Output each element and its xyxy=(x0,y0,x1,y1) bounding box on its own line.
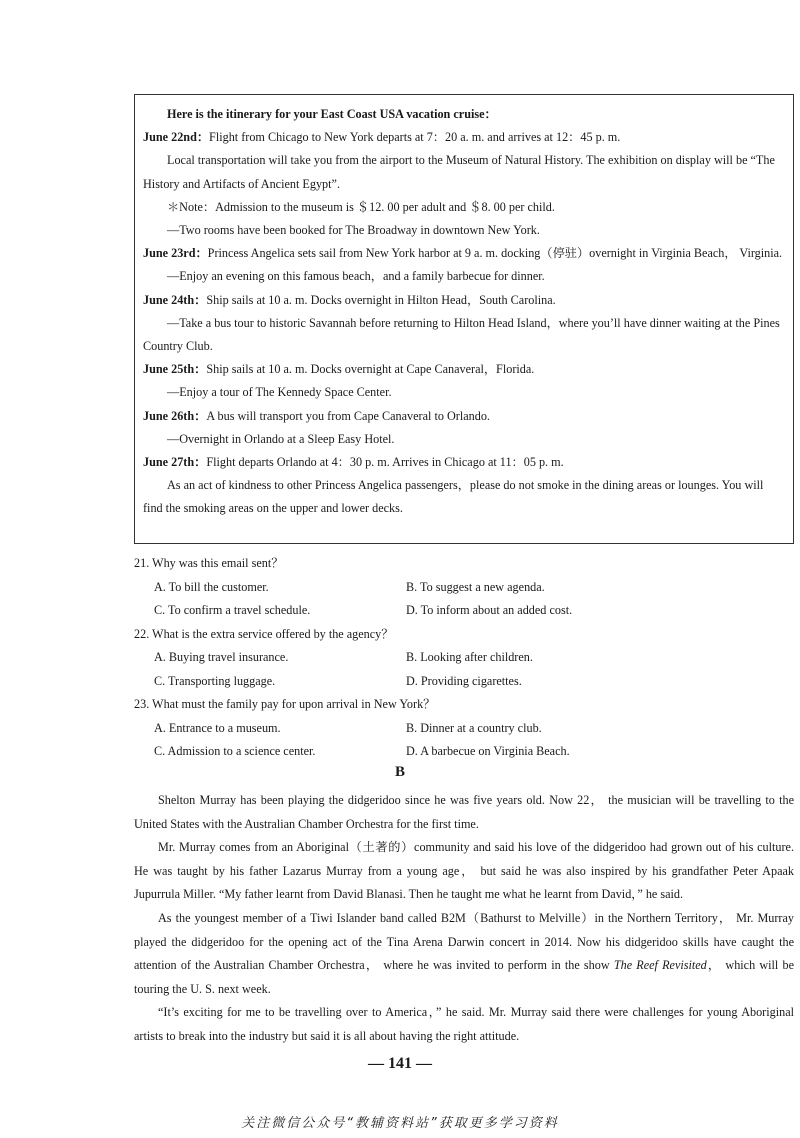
option-a: A. Entrance to a museum. xyxy=(154,720,281,735)
section-title: B xyxy=(394,764,405,780)
closing-note: As an act of kindness to other Princess Angelica passengers，please do not smoke in the dining areas or lounges. You will find the smoking areas on the upper and lower decks. xyxy=(143,478,764,516)
questions xyxy=(134,552,794,764)
day-text: Flight departs Orlando at 4：30 p. m. Arrives in Chicago at 11：05 p. m. xyxy=(206,455,564,470)
footer-watermark: 关注微信公众号“教辅资料站”获取更多学习资料 xyxy=(241,1116,559,1131)
option-c: C. Admission to a science center. xyxy=(154,744,316,758)
note-rooms: —Two rooms have been booked for The Broadway in downtown New York. xyxy=(167,223,540,238)
itinerary-day xyxy=(143,405,785,428)
itinerary-day xyxy=(143,242,785,265)
option-b: B. To suggest a new agenda. xyxy=(406,579,545,594)
question xyxy=(134,623,794,694)
itinerary-heading: Here is the itinerary for your East Coast USA vacation cruise： xyxy=(167,107,497,121)
day-date: June 24th： xyxy=(143,292,207,307)
paragraph xyxy=(134,907,794,1001)
show-title: The Reef Revisited xyxy=(613,958,707,973)
day-date: June 23rd： xyxy=(143,246,208,261)
day-date: June 25th： xyxy=(143,362,207,377)
option-d: D. A barbecue on Virginia Beach. xyxy=(406,744,570,758)
paragraph-text: ， which will be touring the U. S. next week. xyxy=(134,958,795,996)
itinerary-day xyxy=(143,451,785,474)
itinerary-day xyxy=(143,126,785,149)
day-text: Flight from Chicago to New York departs at 7：20 a. m. and arrives at 12：45 p. m. xyxy=(209,130,621,145)
day-date: June 27th： xyxy=(143,455,207,470)
note-admission: ＊Note：Admission to the museum is ＄12. 00 per adult and ＄8. 00 per child. xyxy=(167,199,555,214)
option-d: D. To inform about an added cost. xyxy=(406,603,573,617)
note-day26: —Overnight in Orlando at a Sleep Easy Hotel. xyxy=(167,431,395,446)
option-d: D. Providing cigarettes. xyxy=(406,673,522,688)
option-a: A. Buying travel insurance. xyxy=(154,650,289,664)
question xyxy=(134,693,794,764)
day-text: Ship sails at 10 a. m. Docks overnight at Cape Canaveral，Florida. xyxy=(206,362,535,377)
option-b: B. Dinner at a country club. xyxy=(406,720,542,735)
paragraph: Shelton Murray has been playing the didgeridoo since he was five years old. Now 22， the musician will be travelling to the United States with the Australian Chamber Orchestra for the first time. xyxy=(134,793,794,831)
passage-b xyxy=(134,789,794,1049)
day-text: A bus will transport you from Cape Canaveral to Orlando. xyxy=(206,408,490,423)
option-a: A. To bill the customer. xyxy=(154,579,269,594)
itinerary-day xyxy=(143,289,785,312)
question xyxy=(134,552,794,623)
question-stem: 23. What must the family pay for upon arrival in New York？ xyxy=(134,697,436,711)
day-date: June 22nd： xyxy=(143,130,210,145)
note-day24: —Take a bus tour to historic Savannah before returning to Hilton Head Island，where you’ll have dinner waiting at the Pines Country Club. xyxy=(143,315,780,354)
question-stem: 21. Why was this email sent？ xyxy=(134,556,284,570)
paragraph: “It’s exciting for me to be travelling over to America，” he said. Mr. Murray said there were challenges for young Aboriginal artists to break into the industry but said it is all about having the right attitude. xyxy=(134,1005,794,1043)
day-text: Princess Angelica sets sail from New York harbor at 9 a. m. docking（停驻）overnight in Virginia Beach， Virginia. xyxy=(207,246,783,261)
itinerary-day xyxy=(143,358,785,381)
day-text: Ship sails at 10 a. m. Docks overnight in Hilton Head，South Carolina. xyxy=(206,292,556,307)
note-transport: Local transportation will take you from the airport to the Museum of Natural History. The exhibition on display will be “The History and Artifacts of Ancient Egypt”. xyxy=(143,153,775,191)
note-day23: —Enjoy an evening on this famous beach，and a family barbecue for dinner. xyxy=(167,269,545,284)
option-c: C. Transporting luggage. xyxy=(154,673,276,688)
itinerary-box xyxy=(134,94,794,544)
note-day25: —Enjoy a tour of The Kennedy Space Center. xyxy=(167,385,392,400)
day-date: June 26th： xyxy=(143,408,207,423)
question-stem: 22. What is the extra service offered by the agency？ xyxy=(134,626,394,641)
page-number: — 141 — xyxy=(368,1055,432,1072)
option-b: B. Looking after children. xyxy=(406,650,533,664)
option-c: C. To confirm a travel schedule. xyxy=(154,603,311,617)
paragraph: Mr. Murray comes from an Aboriginal（土著的）community and said his love of the didgeridoo had grown out of his culture. He was taught by his father Lazarus Murray from a young age， but said he was also inspired by his grandfather Peter Apaak Jupurrula Miller. “My father learnt from David Blanasi. Then he taught me what he learnt from David，” he said. xyxy=(134,840,794,902)
paragraph-text: As the youngest member of a Tiwi Islander band called B2M（Bathurst to Melville）in the Northern Territory， Mr. Murray played the didgeridoo for the opening act of the Tina Arena Darwin concert in 2014. Now his didgeridoo skills have caught the attention of the Australian Chamber Orchestra， where he was invited to perform in the show xyxy=(134,910,794,973)
